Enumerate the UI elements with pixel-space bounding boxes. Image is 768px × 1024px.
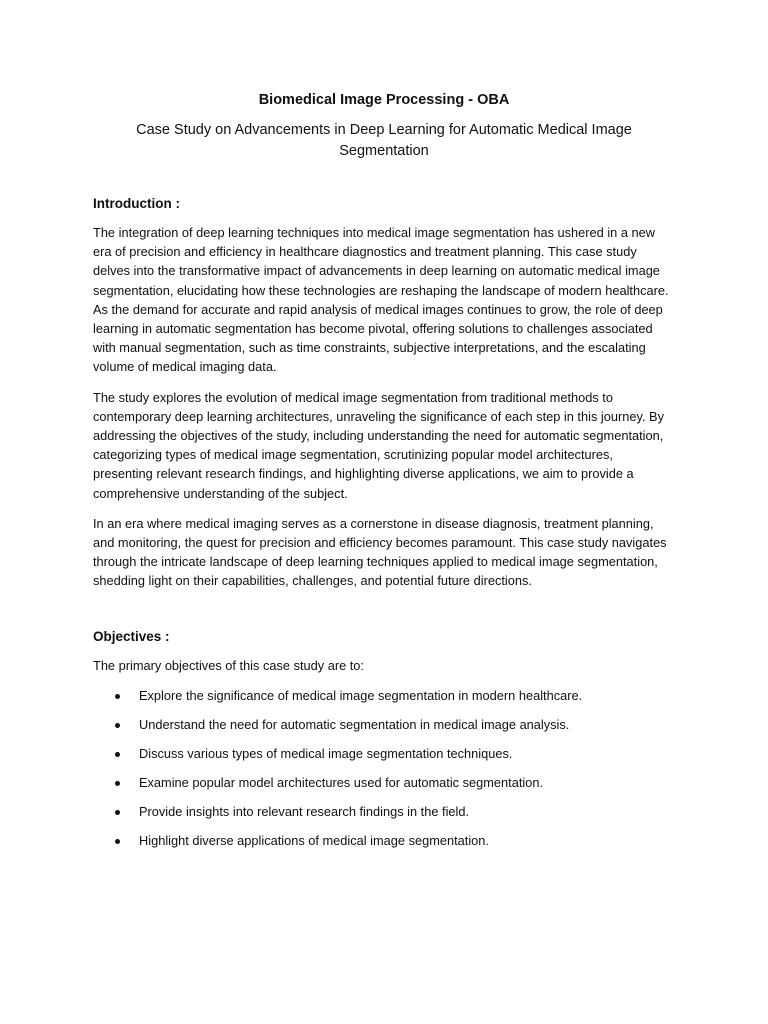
bullet-icon	[115, 752, 120, 757]
objectives-intro: The primary objectives of this case study are to:	[93, 657, 364, 673]
document-title: Biomedical Image Processing - OBA	[258, 92, 510, 108]
list-item	[93, 744, 675, 763]
bullet-icon	[115, 723, 120, 728]
list-item-text: Provide insights into relevant research findings in the field.	[139, 803, 470, 819]
list-item-text: Examine popular model architectures used for automatic segmentation.	[139, 774, 544, 790]
introduction-paragraph-2: The study explores the evolution of medical image segmentation from traditional methods to contemporary deep learning architectures, unraveling the significance of each step in this journey. By addressing the objectives of the study, including understanding the need for automatic segmentation, categorizing types of medical image segmentation, scrutinizing popular model architectures, presenting relevant research findings, and highlighting diverse applications, we aim to provide a comprehensive understanding of the subject.	[93, 389, 664, 501]
objectives-list	[93, 686, 675, 850]
list-item	[93, 686, 675, 705]
objectives-heading: Objectives :	[93, 628, 170, 644]
introduction-heading: Introduction :	[93, 196, 180, 211]
document-subtitle: Case Study on Advancements in Deep Learning for Automatic Medical Image Segmentation	[136, 122, 632, 159]
list-item	[93, 802, 675, 821]
list-item-text: Discuss various types of medical image segmentation techniques.	[139, 745, 513, 761]
list-item-text: Understand the need for automatic segmentation in medical image analysis.	[139, 716, 570, 732]
list-item	[93, 715, 675, 734]
list-item	[93, 773, 675, 792]
bullet-icon	[115, 694, 120, 699]
bullet-icon	[115, 839, 120, 844]
bullet-icon	[115, 810, 120, 815]
introduction-paragraph-1: The integration of deep learning techniques into medical image segmentation has ushered in a new era of precision and efficiency in healthcare diagnostics and treatment planning. This case study delves into the transformative impact of advancements in deep learning on automatic medical image segmentation, elucidating how these technologies are reshaping the landscape of modern healthcare. As the demand for accurate and rapid analysis of medical images continues to grow, the role of deep learning in automatic segmentation has become pivotal, offering solutions to challenges associated with manual segmentation, such as time constraints, subjective interpretations, and the escalating volume of medical imaging data.	[93, 225, 669, 375]
list-item-text: Explore the significance of medical image segmentation in modern healthcare.	[139, 687, 583, 703]
list-item	[93, 831, 675, 850]
introduction-paragraph-3: In an era where medical imaging serves as a cornerstone in disease diagnosis, treatment planning, and monitoring, the quest for precision and efficiency becomes paramount. This case study navigates through the intricate landscape of deep learning techniques applied to medical image segmentation, shedding light on their capabilities, challenges, and potential future directions.	[93, 515, 667, 589]
list-item-text: Highlight diverse applications of medical image segmentation.	[139, 832, 489, 848]
bullet-icon	[115, 781, 120, 786]
